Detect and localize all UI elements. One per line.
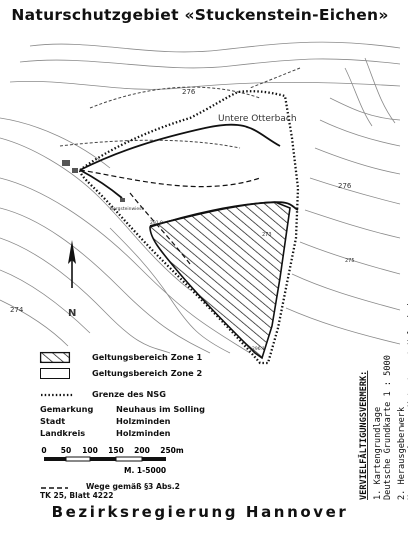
- reproduction-note: [290, 350, 408, 500]
- hatch-swatch: [40, 352, 70, 363]
- legend-zone1-label: Geltungsbereich Zone 1: [92, 352, 203, 362]
- contour-label: 275: [345, 258, 355, 264]
- info-value: Holzminden: [116, 428, 171, 438]
- map-title: Naturschutzgebiet «Stuckenstein-Eichen»: [11, 6, 389, 24]
- scale-bar: [40, 445, 220, 479]
- scale-tick: 200: [134, 446, 150, 455]
- authority-footer: Bezirksregierung Hannover: [51, 503, 349, 521]
- scale-tick: 150: [108, 446, 124, 455]
- note-line: 1. Kartengrundlage: [373, 406, 383, 500]
- topographic-map[interactable]: [0, 28, 400, 353]
- contour-label: 276: [182, 88, 196, 96]
- contour-label: 274: [10, 306, 24, 314]
- dotted-line-swatch: [40, 392, 74, 398]
- blank-swatch: [40, 368, 70, 379]
- info-key: Stadt: [40, 416, 66, 426]
- legend-boundary-label: Grenze des NSG: [92, 389, 166, 399]
- scale-bar-graphic: [40, 445, 220, 479]
- scale-tick: 100: [82, 446, 98, 455]
- contour-label: 273: [262, 232, 272, 238]
- scale-tick: 250m: [160, 446, 184, 455]
- info-key: Gemarkung: [40, 404, 94, 414]
- north-arrow: [68, 240, 76, 288]
- info-value: Holzminden: [116, 416, 171, 426]
- legend-zone2-label: Geltungsbereich Zone 2: [92, 368, 203, 378]
- buildings: [62, 160, 125, 202]
- scale-ratio: M. 1-5000: [124, 466, 167, 475]
- note-heading: VERVIELFÄLTIGUNGSVERMERK:: [359, 370, 369, 500]
- contour-label: 276: [338, 182, 352, 190]
- note-line: 2. Herausgeberwerk: [397, 406, 407, 500]
- scale-tick: 50: [60, 446, 72, 455]
- sheet-info: TK 25, Blatt 4222: [40, 491, 114, 500]
- info-value: Neuhaus im Solling: [116, 404, 205, 414]
- scale-tick: 0: [41, 446, 47, 455]
- north-letter: N: [68, 308, 77, 319]
- legend-wege-label: Wege gemäß §3 Abs.2: [86, 482, 180, 491]
- place-label: Untere Otterbach: [218, 114, 297, 124]
- info-key: Landkreis: [40, 428, 86, 438]
- note-line: Deutsche Grundkarte 1 : 5000: [383, 355, 393, 500]
- contour-label: 296.1: [252, 347, 265, 352]
- field-label: Bergsteinwiese: [110, 207, 145, 212]
- contour-lines: [0, 42, 400, 353]
- contour-label: 291.0: [150, 221, 163, 226]
